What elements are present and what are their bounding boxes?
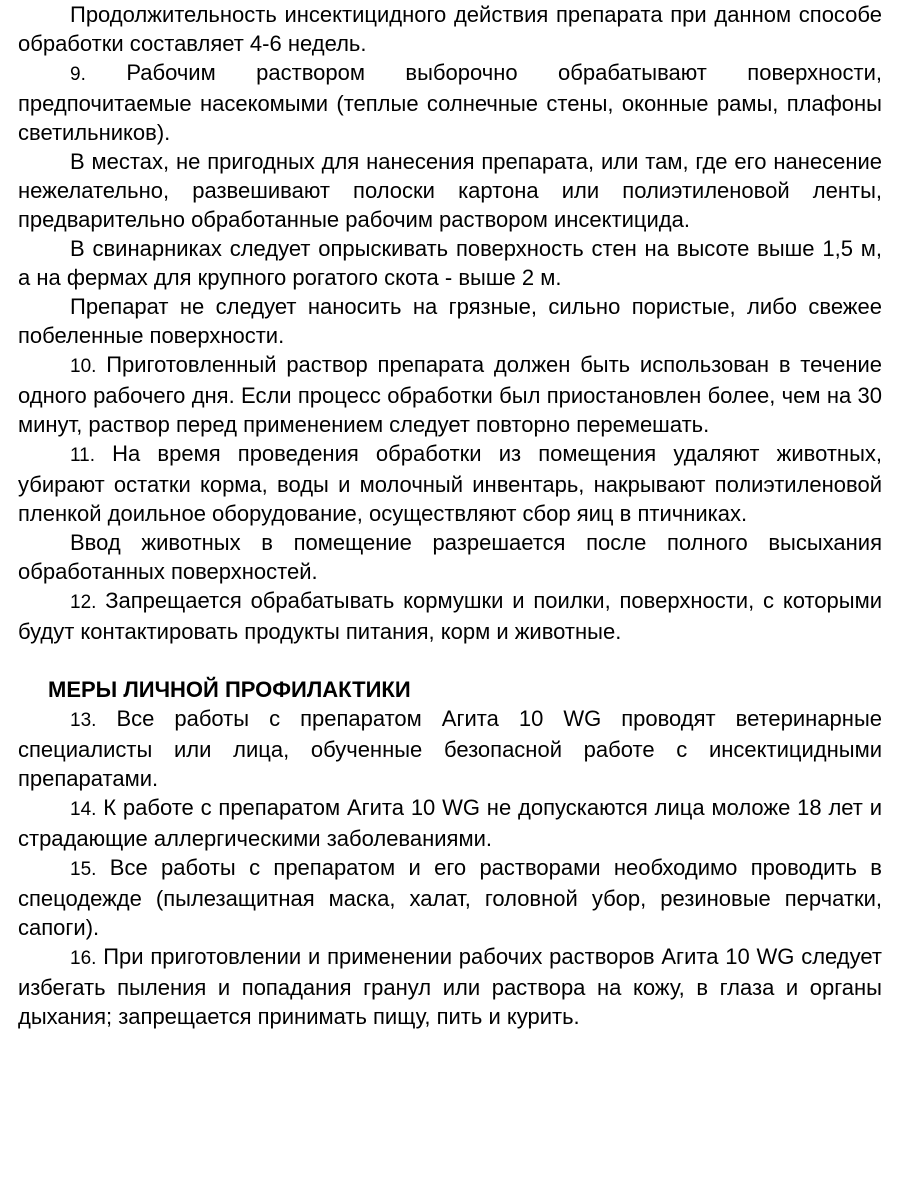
- paragraph-11: [18, 439, 882, 528]
- paragraph-9: [18, 58, 882, 147]
- paragraph: [18, 292, 882, 350]
- paragraph-text: Запрещается обрабатывать кормушки и поилки, поверхности, с которыми будут контактировать продукты питания, корм и животные.: [18, 588, 882, 644]
- paragraph-16: [18, 942, 882, 1031]
- paragraph: [18, 234, 882, 292]
- item-number: 16.: [70, 948, 97, 969]
- item-number: 11.: [70, 445, 96, 466]
- paragraph: [18, 147, 882, 234]
- paragraph-text: Ввод животных в помещение разрешается после полного высыхания обработанных поверхностей.: [18, 530, 882, 584]
- paragraph-text: Препарат не следует наносить на грязные, сильно пористые, либо свежее побеленные поверхности.: [18, 294, 882, 348]
- paragraph-text: На время проведения обработки из помещения удаляют животных, убирают остатки корма, воды и молочный инвентарь, накрывают полиэтиленовой пленкой доильное оборудование, осуществляют сбор яиц в птичниках.: [18, 441, 882, 526]
- item-number: 15.: [70, 859, 97, 880]
- document-page: [18, 0, 882, 1031]
- paragraph: [18, 0, 882, 58]
- paragraph-text: В местах, не пригодных для нанесения препарата, или там, где его нанесение нежелательно, развешивают полоски картона или полиэтиленовой ленты, предварительно обработанные рабочим раствором инсектицида.: [18, 149, 882, 232]
- paragraph-14: [18, 793, 882, 853]
- paragraph-12: [18, 586, 882, 646]
- paragraph-text: К работе с препаратом Агита 10 WG не допускаются лица моложе 18 лет и страдающие аллергическими заболеваниями.: [18, 795, 882, 851]
- item-number: 13.: [70, 710, 97, 731]
- item-number: 9.: [70, 64, 86, 85]
- paragraph-text: При приготовлении и применении рабочих растворов Агита 10 WG следует избегать пыления и попадания гранул или раствора на кожу, в глаза и органы дыхания; запрещается принимать пищу, пить и курить.: [18, 944, 882, 1029]
- paragraph: [18, 528, 882, 586]
- section-heading: МЕРЫ ЛИЧНОЙ ПРОФИЛАКТИКИ: [48, 677, 411, 702]
- paragraph-text: В свинарниках следует опрыскивать поверхность стен на высоте выше 1,5 м, а на фермах для крупного рогатого скота - выше 2 м.: [18, 236, 882, 290]
- paragraph-10: [18, 350, 882, 439]
- paragraph-text: Приготовленный раствор препарата должен быть использован в течение одного рабочего дня. Если процесс обработки был приостановлен более, чем на 30 минут, раствор перед применением следует повторно перемешать.: [18, 352, 882, 437]
- paragraph-text: Все работы с препаратом и его растворами необходимо проводить в спецодежде (пылезащитная маска, халат, головной убор, резиновые перчатки, сапоги).: [18, 855, 882, 940]
- paragraph-text: Рабочим раствором выборочно обрабатывают поверхности, предпочитаемые насекомыми (теплые солнечные стены, оконные рамы, плафоны светильников).: [18, 60, 882, 145]
- paragraph-text: Продолжительность инсектицидного действия препарата при данном способе обработки составляет 4-6 недель.: [18, 2, 882, 56]
- item-number: 10.: [70, 356, 97, 377]
- paragraph-13: [18, 704, 882, 793]
- item-number: 12.: [70, 592, 97, 613]
- item-number: 14.: [70, 799, 97, 820]
- paragraph-text: Все работы с препаратом Агита 10 WG проводят ветеринарные специалисты или лица, обученные безопасной работе с инсектицидными препаратами.: [18, 706, 882, 791]
- paragraph-15: [18, 853, 882, 942]
